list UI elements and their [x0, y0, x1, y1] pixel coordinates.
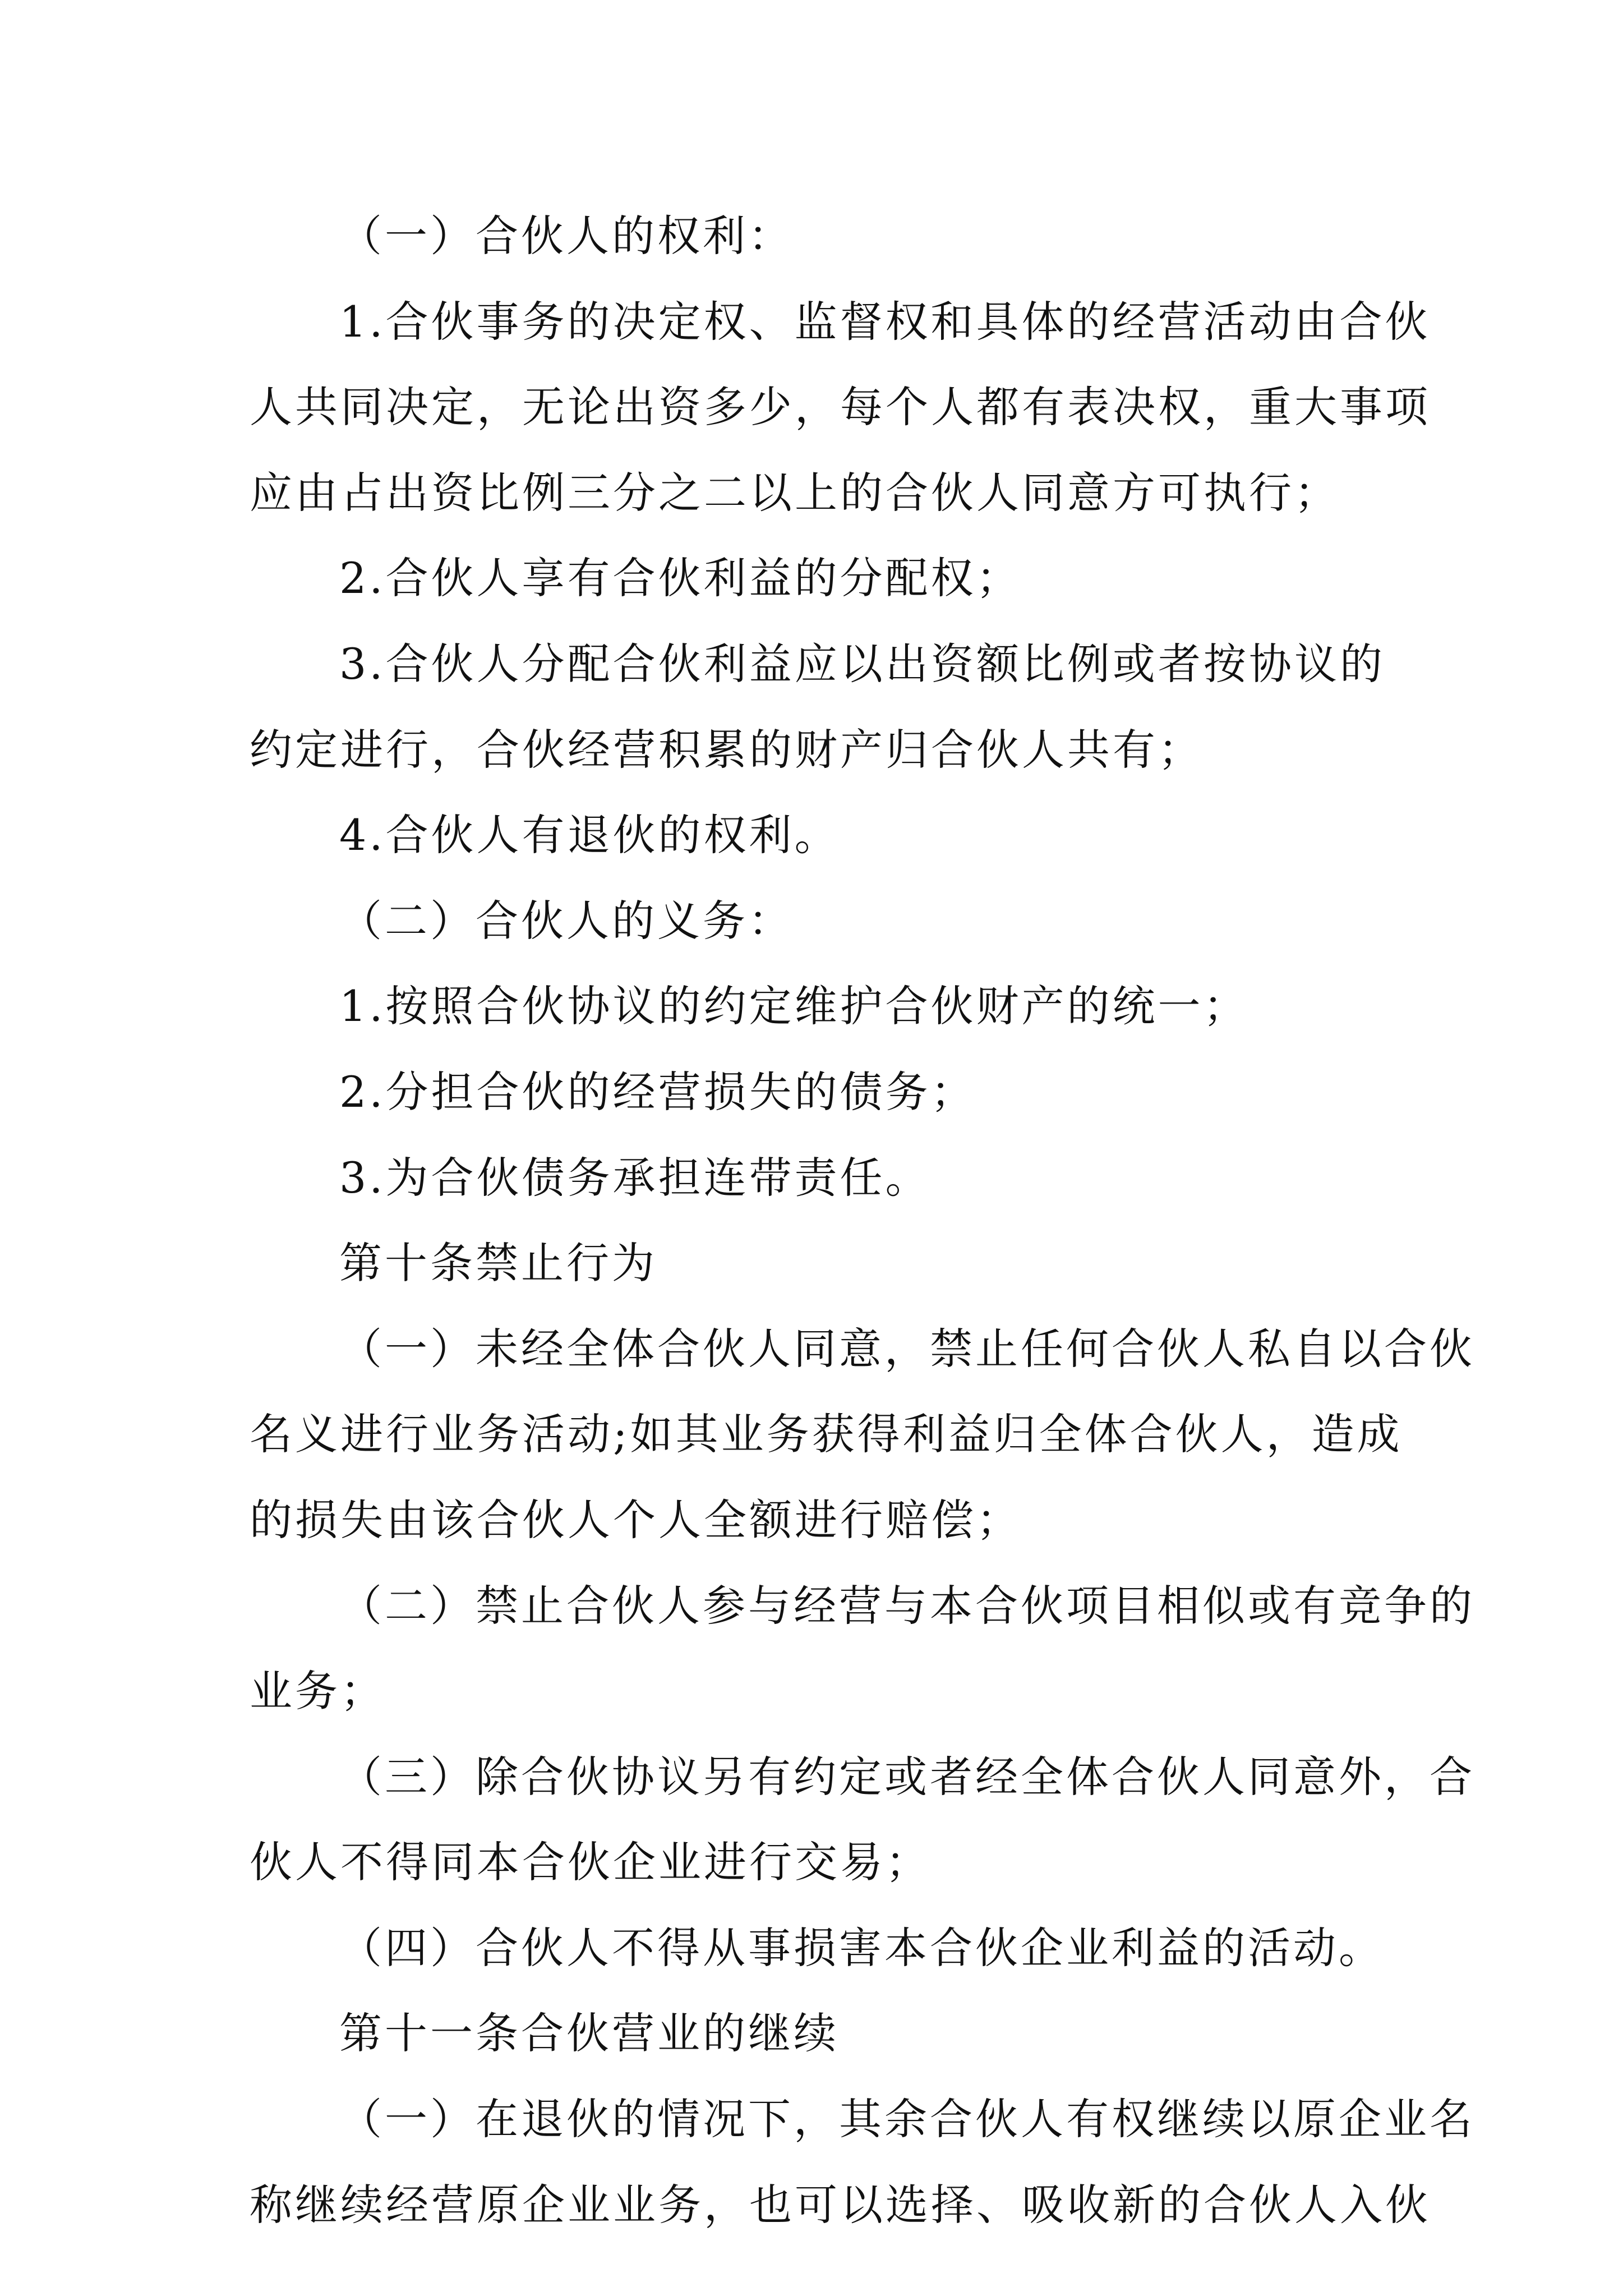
- paragraph-line: （二）禁止合伙人参与经营与本合伙项目相似或有竞争的: [339, 1580, 1475, 1631]
- paragraph-line: 1.按照合伙协议的约定维护合伙财产的统一；: [339, 981, 1249, 1032]
- paragraph-line: 2.合伙人享有合伙利益的分配权；: [339, 553, 1022, 604]
- paragraph-line: （三）除合伙协议另有约定或者经全体合伙人同意外，合: [339, 1751, 1475, 1802]
- section-heading-partner-duties: （二）合伙人的义务：: [339, 895, 794, 946]
- paragraph-line: （一）在退伙的情况下，其余合伙人有权继续以原企业名: [339, 2094, 1475, 2145]
- paragraph-line: 应由占出资比例三分之二以上的合伙人同意方可执行；: [250, 467, 1340, 518]
- paragraph-line: 名义进行业务活动;如其业务获得利益归全体合伙人，造成: [250, 1409, 1403, 1460]
- paragraph-line: 称继续经营原企业业务，也可以选择、吸收新的合伙人入伙: [250, 2179, 1431, 2230]
- article-heading-11: 第十一条合伙营业的继续: [339, 2008, 839, 2059]
- section-heading-partner-rights: （一）合伙人的权利：: [339, 211, 794, 261]
- paragraph-line: 约定进行，合伙经营积累的财产归合伙人共有；: [250, 724, 1204, 775]
- paragraph-line: 3.为合伙债务承担连带责任。: [339, 1152, 931, 1203]
- paragraph-line: 2.分担合伙的经营损失的债务；: [339, 1066, 976, 1117]
- paragraph-line: 人共同决定，无论出资多少，每个人都有表决权，重大事项: [250, 382, 1431, 432]
- paragraph-line: 业务；: [250, 1666, 386, 1717]
- paragraph-line: （一）未经全体合伙人同意，禁止任何合伙人私自以合伙: [339, 1323, 1475, 1374]
- article-heading-10: 第十条禁止行为: [339, 1238, 657, 1289]
- paragraph-line: 4.合伙人有退伙的权利。: [339, 810, 840, 861]
- paragraph-line: 1.合伙事务的决定权、监督权和具体的经营活动由合伙: [339, 296, 1431, 347]
- document-body: [250, 194, 1475, 2248]
- paragraph-line: 3.合伙人分配合伙利益应以出资额比例或者按协议的: [339, 638, 1385, 689]
- paragraph-line: 伙人不得同本合伙企业进行交易；: [250, 1837, 931, 1888]
- paragraph-line: （四）合伙人不得从事损害本合伙企业利益的活动。: [339, 1922, 1384, 1973]
- paragraph-line: 的损失由该合伙人个人全额进行赔偿；: [250, 1494, 1022, 1545]
